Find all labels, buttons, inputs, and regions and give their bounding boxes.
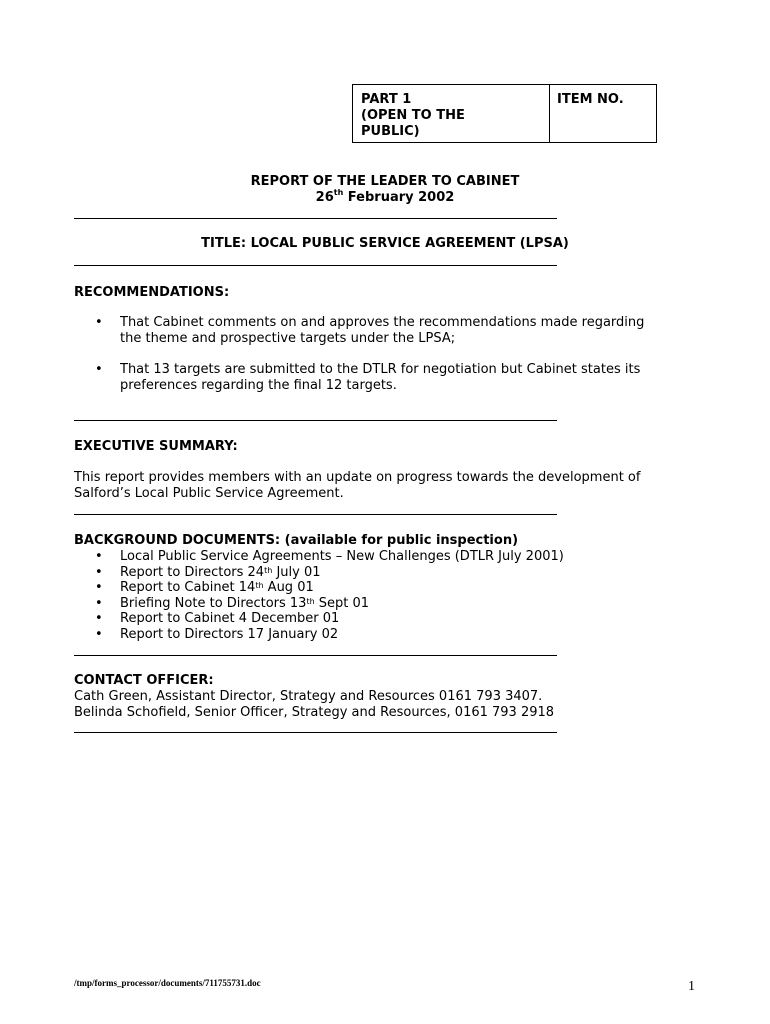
contact-line: Cath Green, Assistant Director, Strategy and Resources 0161 793 3407. [74, 689, 543, 704]
bullet: • [95, 362, 103, 377]
list-item [74, 315, 704, 346]
bullet: • [95, 315, 103, 330]
doc-text: Report to Cabinet 4 December 01 [120, 611, 340, 626]
divider [74, 218, 557, 219]
doc-text: Sept 01 [314, 595, 370, 611]
executive-summary-heading: EXECUTIVE SUMMARY: [74, 439, 238, 454]
doc-text: Report to Directors 24 [120, 564, 265, 580]
report-date [74, 190, 696, 205]
list-item-line: the theme and prospective targets under the LPSA; [120, 330, 456, 346]
doc-text: Report to Directors 17 January 02 [120, 626, 339, 642]
doc-sup: th [255, 581, 264, 590]
report-heading: REPORT OF THE LEADER TO CABINET [250, 174, 520, 189]
part-cell [353, 85, 550, 142]
bullet: • [95, 564, 103, 580]
list-item [74, 580, 704, 596]
list-item [74, 611, 704, 627]
doc-text: Aug 01 [263, 580, 314, 595]
bullet: • [95, 626, 103, 642]
date-suffix: th [333, 188, 344, 197]
date-rest: February 2002 [343, 190, 455, 205]
contact-officer-heading: CONTACT OFFICER: [74, 673, 214, 688]
doc-text: Report to Cabinet 14 [120, 580, 256, 595]
background-documents-heading: BACKGROUND DOCUMENTS: (available for public inspection) [74, 533, 519, 548]
part-item-box [352, 84, 657, 143]
doc-sup: th [306, 596, 315, 606]
list-item-line: That Cabinet comments on and approves the recommendations made regarding [120, 315, 645, 330]
part-line: (OPEN TO THE [361, 108, 465, 123]
contact-officer-details [74, 689, 704, 720]
contact-line: Belinda Schofield, Senior Officer, Strategy and Resources, 0161 793 2918 [74, 704, 555, 720]
list-item-line: preferences regarding the final 12 targets. [120, 377, 397, 393]
recommendations-list [74, 315, 704, 393]
bullet: • [95, 595, 103, 611]
list-item [74, 565, 704, 581]
recommendations-heading: RECOMMENDATIONS: [74, 285, 230, 300]
summary-line: This report provides members with an update on progress towards the development of [74, 470, 641, 485]
divider [74, 655, 557, 656]
doc-sup: th [264, 565, 273, 575]
item-no-cell [550, 85, 656, 142]
document-title: TITLE: LOCAL PUBLIC SERVICE AGREEMENT (LPSA) [201, 236, 569, 251]
item-no-label: ITEM NO. [557, 92, 624, 107]
list-item-line: That 13 targets are submitted to the DTLR for negotiation but Cabinet states its [120, 362, 641, 377]
executive-summary-text [74, 470, 704, 501]
divider [74, 514, 557, 515]
bullet: • [95, 549, 103, 564]
page-number: 1 [688, 979, 695, 994]
background-documents-list [74, 549, 704, 642]
doc-text: Local Public Service Agreements – New Challenges (DTLR July 2001) [120, 549, 564, 564]
bullet: • [95, 611, 103, 626]
date-day: 26 [315, 190, 334, 205]
footer-file-path: /tmp/forms_processor/documents/711755731.doc [74, 978, 261, 988]
list-item [74, 549, 704, 565]
summary-line: Salford’s Local Public Service Agreement. [74, 485, 344, 501]
list-item [74, 362, 704, 393]
divider [74, 732, 557, 733]
doc-text: Briefing Note to Directors 13 [120, 595, 307, 611]
part-line: PUBLIC) [361, 124, 420, 139]
doc-text: July 01 [272, 564, 321, 580]
part-line: PART 1 [361, 92, 412, 107]
list-item [74, 596, 704, 612]
bullet: • [95, 580, 103, 595]
divider [74, 265, 557, 266]
list-item [74, 627, 704, 643]
divider [74, 420, 557, 421]
